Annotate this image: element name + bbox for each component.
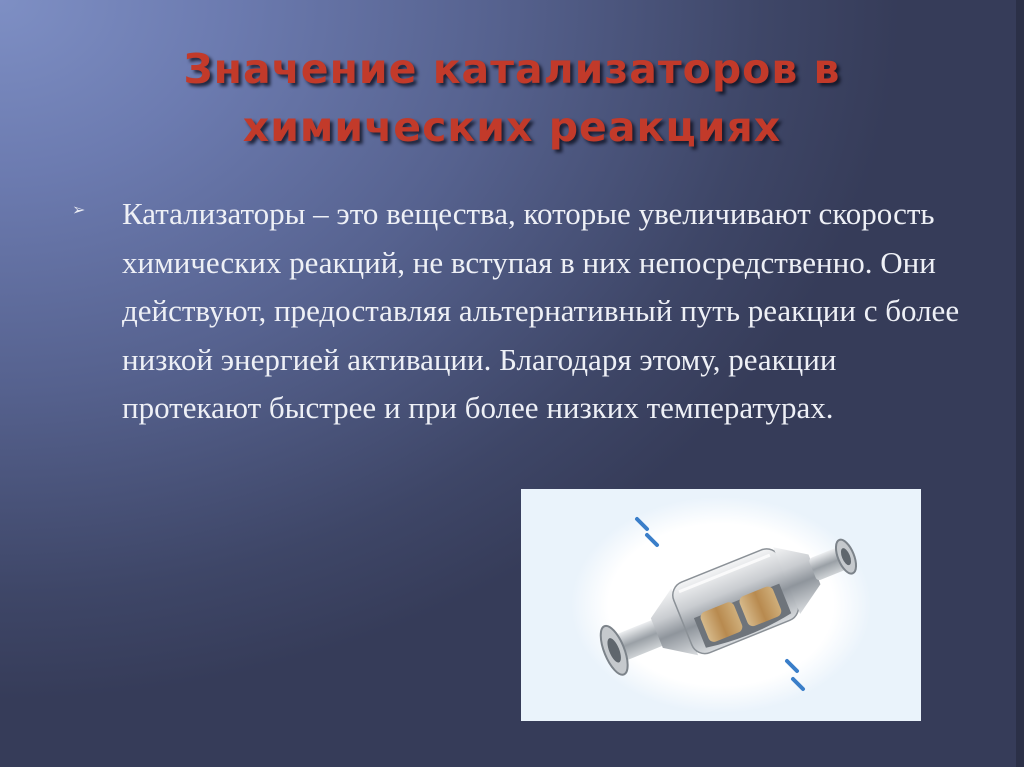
slide-title: Значение катализаторов в химических реакциях	[183, 45, 841, 151]
bullet-arrow-icon: ➢	[72, 200, 86, 219]
slide-edge-band	[1016, 0, 1024, 767]
catalytic-converter-image	[521, 489, 921, 721]
catalytic-converter-icon	[521, 489, 921, 721]
body-paragraph: Катализаторы – это вещества, которые увеличивают скорость химических реакций, не вступая в них непосредственно. Они действуют, предоставляя альтернативный путь реакции с более низкой энергией активации. Благодаря этому, реакции протекают быстрее и при более низких температурах.	[122, 196, 960, 425]
